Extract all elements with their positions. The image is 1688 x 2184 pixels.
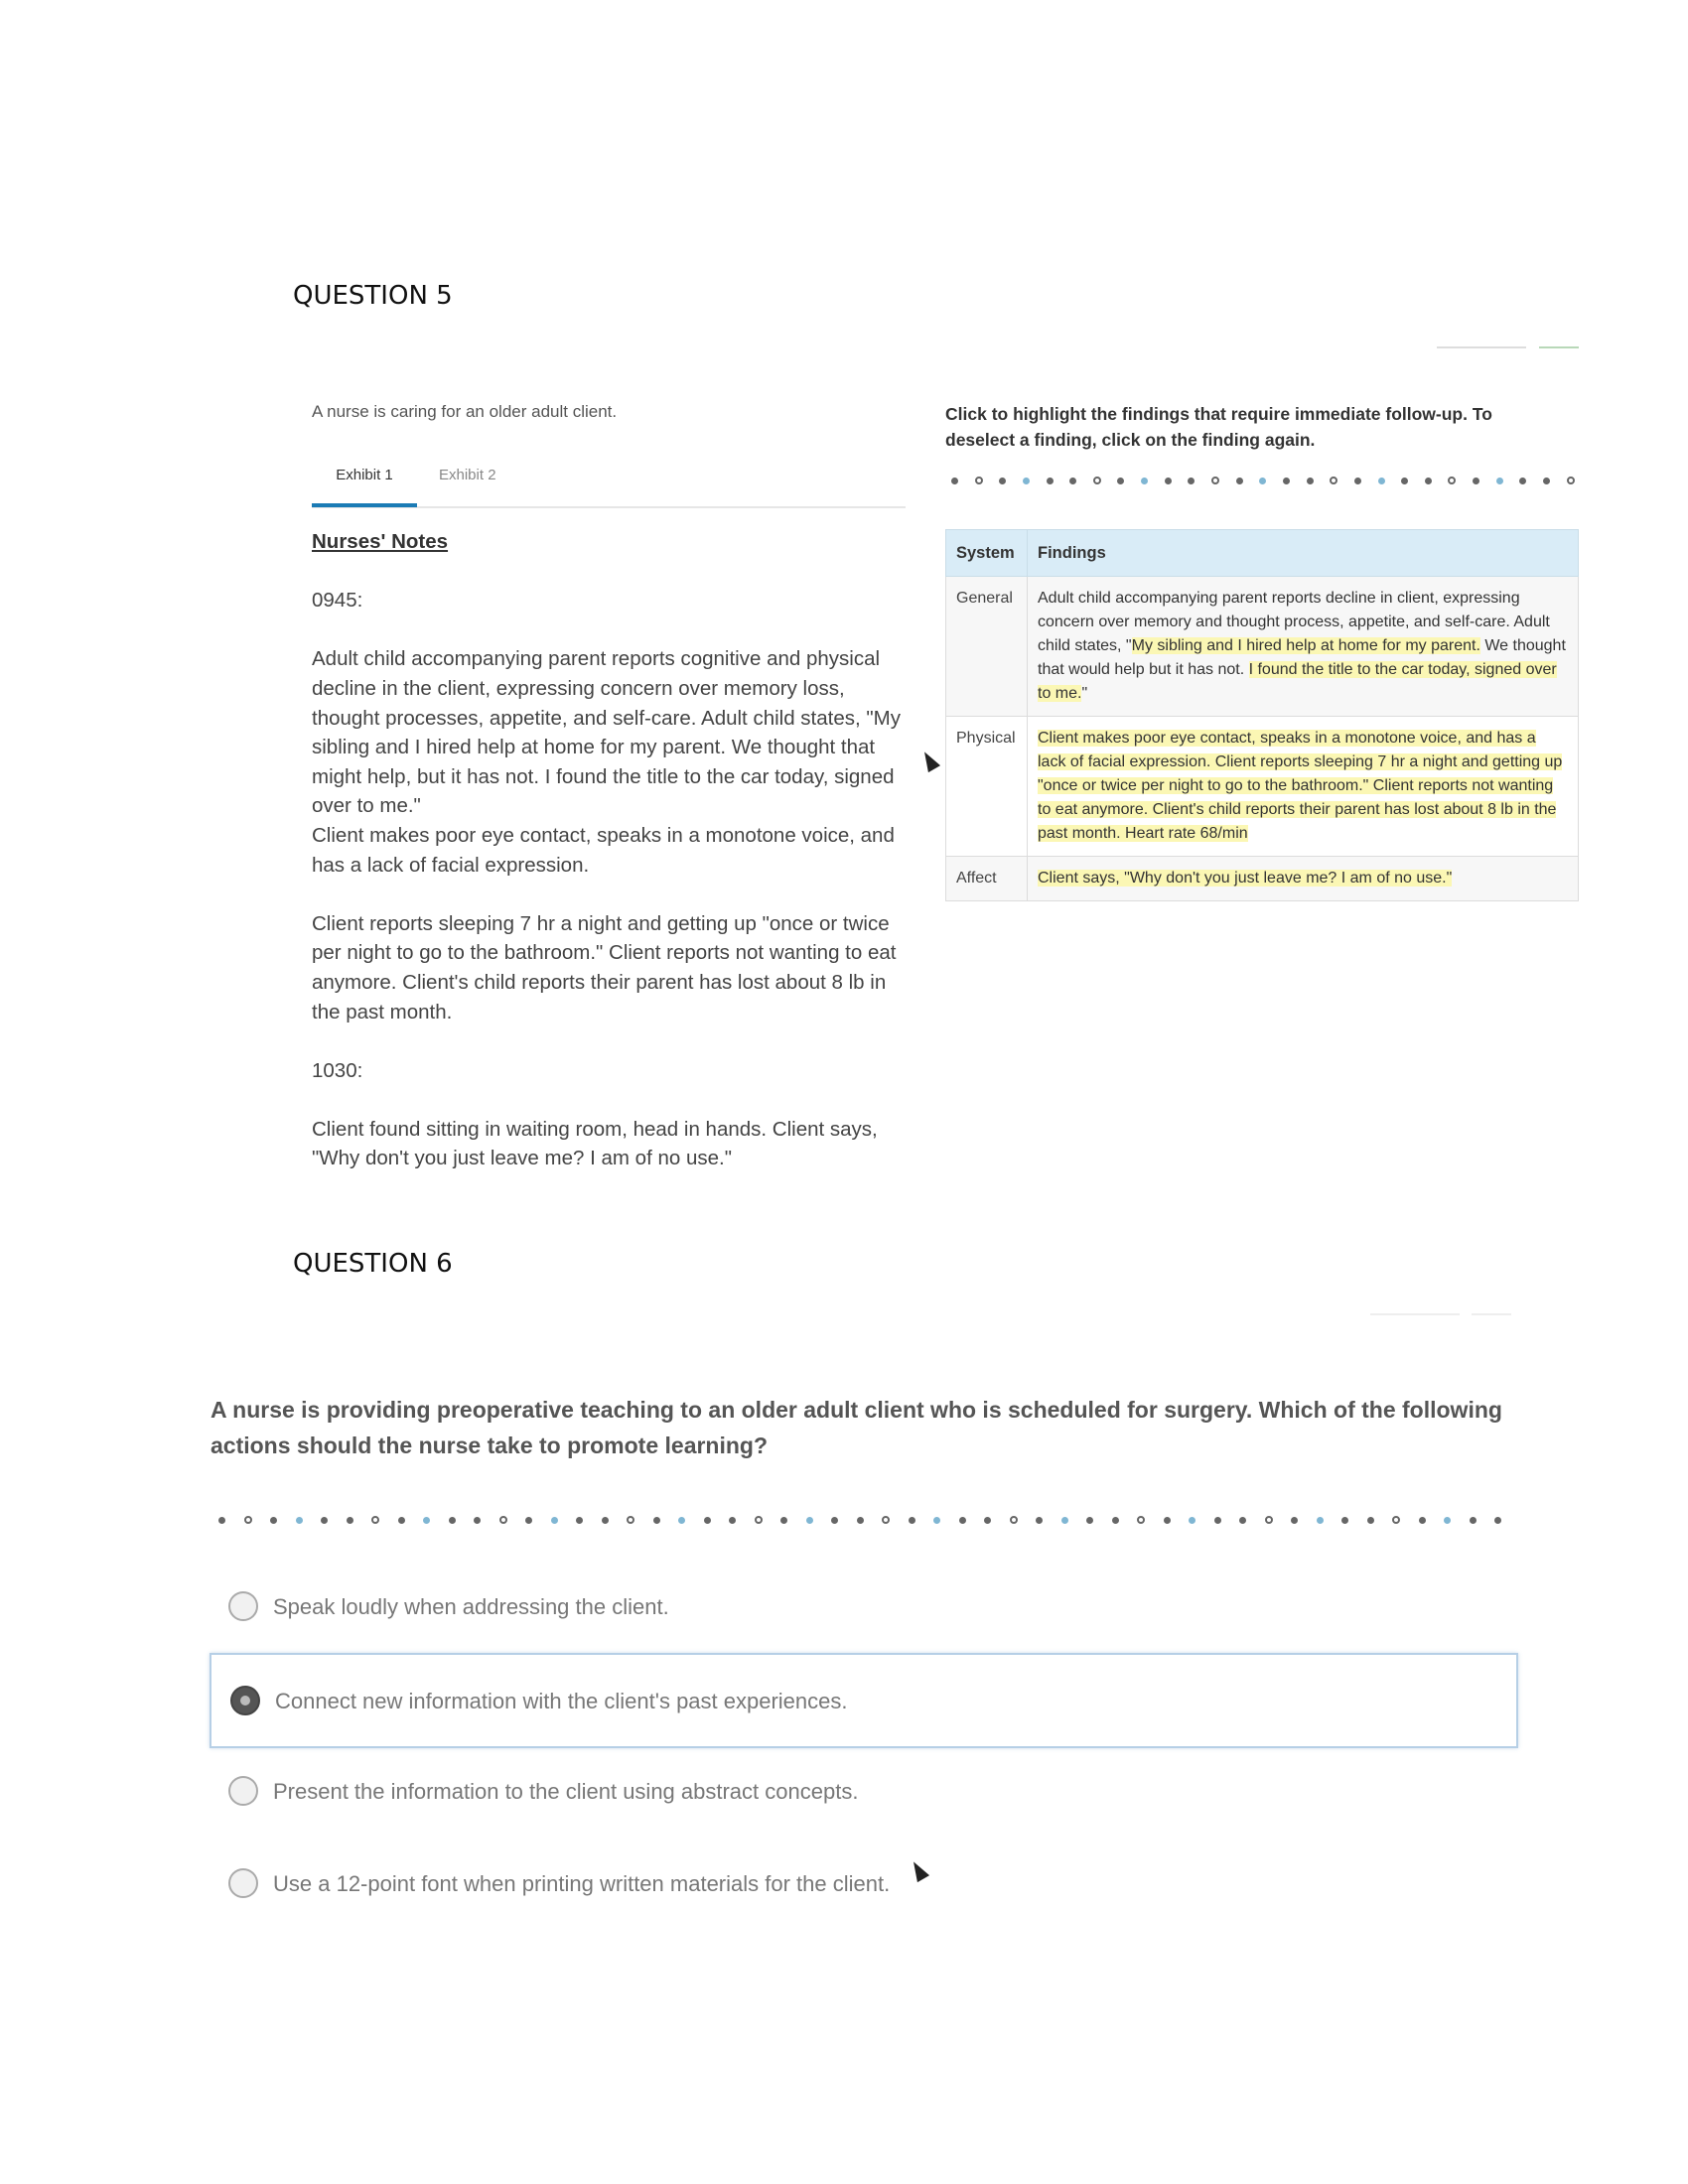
question-stem: A nurse is providing preoperative teaching to an older adult client who is scheduled for surgery. Which of the following actions should the nurse take to promote learning? bbox=[211, 1397, 1502, 1458]
divider bbox=[1437, 346, 1526, 348]
notes-paragraph: Client makes poor eye contact, speaks in a monotone voice, and has a lack of facial expression. bbox=[312, 823, 895, 877]
column-header-system: System bbox=[946, 530, 1028, 577]
separator-dot bbox=[1036, 1517, 1043, 1524]
separator-dot bbox=[984, 1517, 991, 1524]
separator-dot bbox=[1214, 1517, 1221, 1524]
separator-dot bbox=[1317, 1517, 1324, 1524]
separator-dot bbox=[1010, 1516, 1018, 1524]
question-6-title: QUESTION 6 bbox=[293, 1249, 453, 1279]
option-label[interactable]: Connect new information with the client's past experiences. bbox=[275, 1689, 848, 1713]
separator-dot bbox=[296, 1517, 303, 1524]
tab-exhibit-1[interactable]: Exhibit 1 bbox=[336, 467, 393, 483]
separator-dot bbox=[1367, 1517, 1374, 1524]
separator-dot bbox=[1265, 1516, 1273, 1524]
option-label[interactable]: Present the information to the client using abstract concepts. bbox=[273, 1779, 859, 1804]
separator-dot bbox=[909, 1517, 915, 1524]
separator-dot bbox=[653, 1517, 660, 1524]
separator-dot bbox=[1473, 478, 1479, 484]
separator-dot bbox=[780, 1517, 787, 1524]
separator-dot bbox=[831, 1517, 838, 1524]
tab-exhibit-2[interactable]: Exhibit 2 bbox=[439, 467, 496, 483]
highlighted-finding[interactable]: My sibling and I hired help at home for my parent. bbox=[1131, 637, 1480, 654]
separator-dot bbox=[1061, 1517, 1068, 1524]
separator-dot bbox=[1307, 478, 1314, 484]
separator-dot bbox=[1069, 478, 1076, 484]
findings-cell bbox=[1028, 577, 1579, 717]
separator-dot bbox=[371, 1516, 379, 1524]
separator-dot bbox=[1236, 478, 1243, 484]
question-stem: A nurse is caring for an older adult client. bbox=[312, 402, 618, 421]
separator-dot bbox=[755, 1516, 763, 1524]
highlighted-finding[interactable]: Client makes poor eye contact, speaks in a monotone voice, and has a lack of facial expression. Client reports sleeping 7 hr a night and getting up "once or twice per night to go to the bathroom." Client reports not wanting to eat anymore. Client's child reports their parent has lost about 8 lb in the past month. Heart rate 68/min bbox=[1038, 730, 1563, 842]
separator-dot bbox=[1354, 478, 1361, 484]
separator-dot bbox=[1093, 477, 1101, 484]
system-cell: Affect bbox=[946, 857, 1028, 901]
exhibit-tabs bbox=[312, 459, 906, 508]
separator-dot bbox=[551, 1517, 558, 1524]
highlighted-finding[interactable]: Client says, "Why don't you just leave me? I am of no use." bbox=[1038, 870, 1453, 887]
active-tab-indicator bbox=[312, 503, 417, 507]
table-row bbox=[946, 857, 1579, 901]
separator-dot bbox=[1137, 1516, 1145, 1524]
separator-dot bbox=[1259, 478, 1266, 484]
separator-dot bbox=[1047, 478, 1054, 484]
separator-dot bbox=[1330, 477, 1337, 484]
separator-dots bbox=[218, 1516, 1501, 1524]
finding-text[interactable]: Adult child accompanying parent reports decline in client, expressing concern over memory and thought process, appetite, and self-care. Adult child states, " bbox=[1038, 590, 1550, 654]
separator-dots bbox=[951, 477, 1575, 484]
mouse-cursor-icon bbox=[918, 749, 940, 772]
separator-dot bbox=[1189, 1517, 1196, 1524]
findings-cell bbox=[1028, 857, 1579, 901]
separator-dot bbox=[1448, 477, 1456, 484]
answer-option[interactable] bbox=[210, 1838, 1518, 1933]
radio-button-checked[interactable] bbox=[230, 1686, 260, 1715]
separator-dot bbox=[1401, 478, 1408, 484]
separator-dot bbox=[951, 478, 958, 484]
separator-dot bbox=[1086, 1517, 1093, 1524]
separator-dot bbox=[270, 1517, 277, 1524]
separator-dot bbox=[1239, 1517, 1246, 1524]
separator-dot bbox=[321, 1517, 328, 1524]
separator-dot bbox=[729, 1517, 736, 1524]
separator-dot bbox=[1392, 1516, 1400, 1524]
divider bbox=[1472, 1313, 1511, 1315]
findings-table bbox=[945, 529, 1579, 901]
separator-dot bbox=[882, 1516, 890, 1524]
notes-paragraph: Client reports sleeping 7 hr a night and getting up "once or twice per night to go to the bathroom." Client reports not wanting to eat anymore. Client's child reports their parent has lost about 8 lb in the past month. bbox=[312, 911, 897, 1024]
column-header-findings: Findings bbox=[1028, 530, 1579, 577]
notes-time: 0945: bbox=[312, 589, 363, 613]
separator-dot bbox=[933, 1517, 940, 1524]
separator-dot bbox=[1567, 477, 1575, 484]
separator-dot bbox=[1378, 478, 1385, 484]
table-row bbox=[946, 717, 1579, 857]
separator-dot bbox=[857, 1517, 864, 1524]
separator-dot bbox=[1211, 477, 1219, 484]
separator-dot bbox=[1341, 1517, 1348, 1524]
finding-text[interactable]: We thought that would help but it has not. bbox=[1038, 637, 1566, 678]
notes-paragraph: Adult child accompanying parent reports cognitive and physical decline in the client, expressing concern over memory loss, thought processes, appetite, and self-care. Adult child states, "My sibling and I hired help at home for my parent. We thought that might help, but it has not. I found the title to the car today, signed over to me." bbox=[312, 647, 901, 818]
separator-dot bbox=[602, 1517, 609, 1524]
separator-dot bbox=[1519, 478, 1526, 484]
separator-dot bbox=[1470, 1517, 1477, 1524]
separator-dot bbox=[576, 1517, 583, 1524]
separator-dot bbox=[1117, 478, 1124, 484]
separator-dot bbox=[525, 1517, 532, 1524]
finding-text: " bbox=[1081, 685, 1088, 702]
radio-button[interactable] bbox=[228, 1776, 258, 1806]
answer-option-selected[interactable] bbox=[210, 1653, 1518, 1748]
notes-paragraph: Client found sitting in waiting room, head in hands. Client says, "Why don't you just leave me? I am of no use." bbox=[312, 1117, 878, 1170]
separator-dot bbox=[474, 1517, 481, 1524]
radio-button[interactable] bbox=[228, 1868, 258, 1898]
separator-dot bbox=[1496, 478, 1503, 484]
notes-heading: Nurses' Notes bbox=[312, 530, 449, 553]
separator-dot bbox=[218, 1517, 225, 1524]
separator-dot bbox=[1291, 1517, 1298, 1524]
separator-dot bbox=[1165, 478, 1172, 484]
nurses-notes bbox=[312, 527, 915, 1173]
system-cell: General bbox=[946, 577, 1028, 717]
table-row bbox=[946, 577, 1579, 717]
separator-dot bbox=[1112, 1517, 1119, 1524]
separator-dot bbox=[1444, 1517, 1451, 1524]
separator-dot bbox=[678, 1517, 685, 1524]
separator-dot bbox=[1164, 1517, 1171, 1524]
separator-dot bbox=[499, 1516, 507, 1524]
radio-button[interactable] bbox=[228, 1591, 258, 1621]
separator-dot bbox=[398, 1517, 405, 1524]
separator-dot bbox=[959, 1517, 966, 1524]
question-5-title: QUESTION 5 bbox=[293, 281, 453, 311]
separator-dot bbox=[1283, 478, 1290, 484]
system-cell: Physical bbox=[946, 717, 1028, 857]
separator-dot bbox=[999, 478, 1006, 484]
option-label[interactable]: Speak loudly when addressing the client. bbox=[273, 1594, 669, 1619]
separator-dot bbox=[704, 1517, 711, 1524]
divider bbox=[1370, 1313, 1460, 1315]
separator-dot bbox=[423, 1517, 430, 1524]
separator-dot bbox=[244, 1516, 252, 1524]
separator-dot bbox=[1141, 478, 1148, 484]
separator-dot bbox=[975, 477, 983, 484]
separator-dot bbox=[347, 1517, 353, 1524]
highlight-instruction: Click to highlight the findings that require immediate follow-up. To deselect a finding, click on the finding again. bbox=[945, 404, 1492, 450]
separator-dot bbox=[1023, 478, 1030, 484]
separator-dot bbox=[1419, 1517, 1426, 1524]
findings-cell bbox=[1028, 717, 1579, 857]
notes-time: 1030: bbox=[312, 1058, 363, 1082]
separator-dot bbox=[627, 1516, 634, 1524]
separator-dot bbox=[1494, 1517, 1501, 1524]
option-label[interactable]: Use a 12-point font when printing written materials for the client. bbox=[273, 1871, 891, 1896]
separator-dot bbox=[1188, 478, 1195, 484]
separator-dot bbox=[1543, 478, 1550, 484]
answer-option[interactable] bbox=[210, 1745, 1518, 1841]
separator-dot bbox=[449, 1517, 456, 1524]
separator-dot bbox=[806, 1517, 813, 1524]
separator-dot bbox=[1425, 478, 1432, 484]
divider bbox=[1539, 346, 1579, 348]
answer-option[interactable] bbox=[210, 1561, 1518, 1656]
highlighted-finding[interactable]: I found the title to the car today, signed over to me. bbox=[1038, 661, 1557, 702]
